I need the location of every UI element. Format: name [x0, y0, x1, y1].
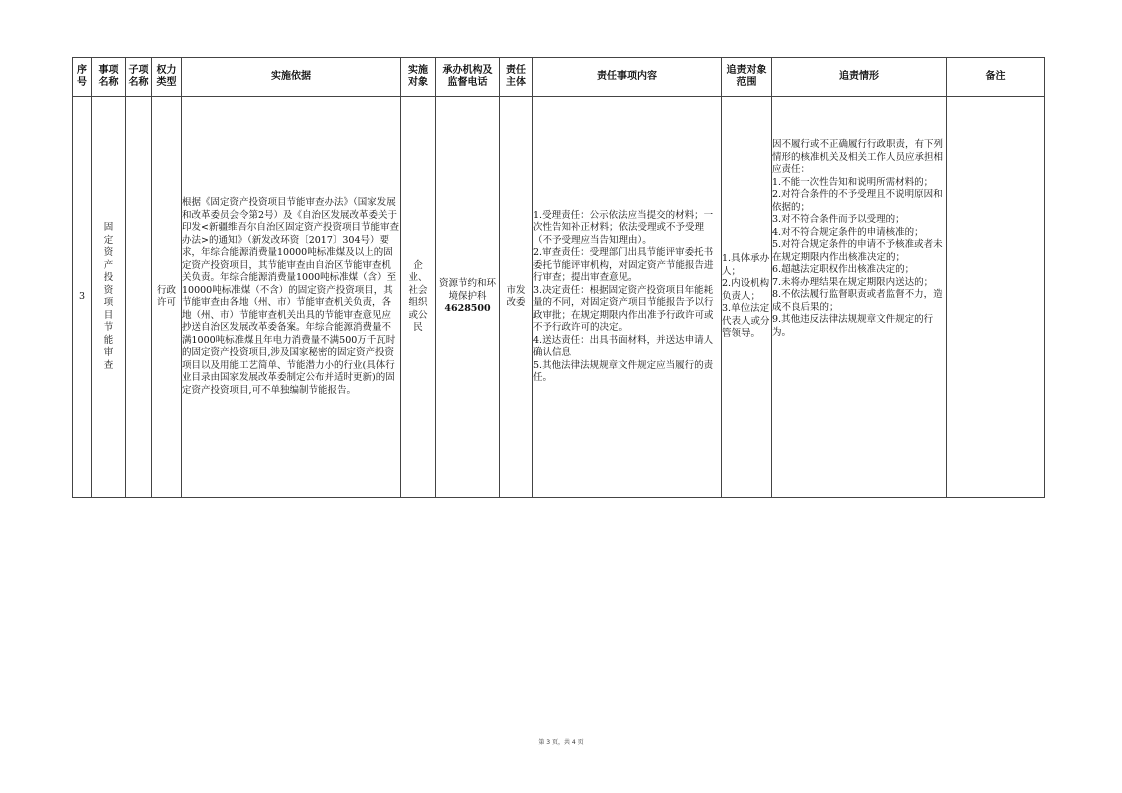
header-duty-content: 责任事项内容 — [533, 58, 722, 97]
cell-sub-item — [126, 97, 152, 498]
agency-name: 资源节约和环境保护科 — [439, 278, 497, 302]
case-item: 1.不能一次性告知和说明所需材料的； — [772, 176, 934, 188]
scope-item: 1.具体承办人； — [722, 253, 770, 277]
header-accountability-scope: 追责对象范围 — [722, 58, 772, 97]
cell-power-type: 行政许可 — [152, 97, 182, 498]
cell-item-name: 固定资产投资项目节能审查 — [92, 97, 126, 498]
header-seq: 序号 — [73, 58, 92, 97]
accountability-table — [72, 57, 1045, 498]
cases-intro: 因不履行或不正确履行行政职责，有下列情形的核准机关及相关工作人员应承担相应责任： — [772, 139, 944, 175]
case-item: 2.对符合条件的不予受理且不说明原因和依据的； — [772, 189, 943, 213]
case-item: 8.不依法履行监督职责或者监督不力，造成不良后果的； — [772, 289, 943, 313]
header-row — [73, 58, 1045, 97]
scope-item: 3.单位法定代表人或分管领导。 — [722, 303, 770, 340]
duty-item: 1.受理责任：公示依法应当提交的材料；一次性告知补正材料；依法受理或不予受理（不予受理应当告知理由）。 — [533, 209, 714, 246]
cell-accountability-cases — [772, 97, 947, 498]
header-remarks: 备注 — [947, 58, 1045, 97]
case-item: 4.对不符合规定条件的申请核准的； — [772, 226, 924, 238]
case-item: 6.超越法定职权作出核准决定的； — [772, 264, 915, 275]
header-target: 实施对象 — [401, 58, 436, 97]
cell-subject: 市发改委 — [500, 97, 533, 498]
cell-duty-content — [533, 97, 722, 498]
cell-basis: 根据《固定资产投资项目节能审查办法》（国家发展和改革委员会令第2号）及《自治区发展改革委关于印发<新疆维吾尔自治区固定资产投资项目节能审查办法>的通知》（新发改环资〔2017〕304号）要求，年综合能源消费量10000吨标准煤及以上的固定资产投资项目，其节能审查由自治区节能审查机关负责。年综合能源消费量1000吨标准煤（含）至10000吨标准煤（不含）的固定资产投资项目，其节能审查由各地（州、市）节能审查机关负责，各地（州、市）节能审查机关出具的节能审查意见应抄送自治区发展改革委备案。年综合能源消费量不满1000吨标准煤且年电力消费量不满500万千瓦时的固定资产投资项目,涉及国家秘密的固定资产投资项目以及用能工艺简单、节能潜力小的行业(具体行业目录由国家发展改革委制定公布并适时更新)的固定资产投资项目,可不单独编制节能报告。 — [182, 97, 401, 498]
case-item: 3.对不符合条件而予以受理的； — [772, 214, 905, 225]
header-power-type: 权力类型 — [152, 58, 182, 97]
case-item: 7.未将办理结果在规定期限内送达的； — [772, 276, 934, 288]
header-basis: 实施依据 — [182, 58, 401, 97]
header-accountability-cases: 追责情形 — [772, 58, 947, 97]
duty-item: 5.其他法律法规规章文件规定应当履行的责任。 — [533, 359, 714, 383]
agency-phone: 4628500 — [444, 303, 491, 315]
duty-item: 4.送达责任：出具书面材料，并送达申请人确认信息 — [533, 334, 714, 358]
cell-target: 企业、社会组织或公民 — [401, 97, 436, 498]
header-sub-item: 子项名称 — [126, 58, 152, 97]
page-footer: 第 3 页，共 4 页 — [538, 739, 584, 746]
header-item-name: 事项名称 — [92, 58, 126, 97]
cell-seq: 3 — [73, 97, 92, 498]
table-row — [73, 97, 1045, 498]
duty-item: 3.决定责任：根据固定资产投资项目年能耗量的不同，对固定资产项目节能报告予以行政审批；在规定期限内作出准予行政许可或不予行政许可的决定。 — [533, 284, 714, 333]
cell-accountability-scope — [722, 97, 772, 498]
cell-agency — [436, 97, 500, 498]
cell-remarks — [947, 97, 1045, 498]
case-item: 5.对符合规定条件的申请不予核准或者未在规定期限内作出核准决定的； — [772, 239, 943, 263]
scope-item: 2.内设机构负责人； — [722, 278, 770, 302]
duty-item: 2.审查责任：受理部门出具节能评审委托书委托节能评审机构，对固定资产节能报告进行审查；提出审查意见。 — [533, 247, 714, 283]
case-item: 9.其他违反法律法规规章文件规定的行为。 — [772, 314, 934, 338]
header-subject: 责任主体 — [500, 58, 533, 97]
header-agency: 承办机构及监督电话 — [436, 58, 500, 97]
